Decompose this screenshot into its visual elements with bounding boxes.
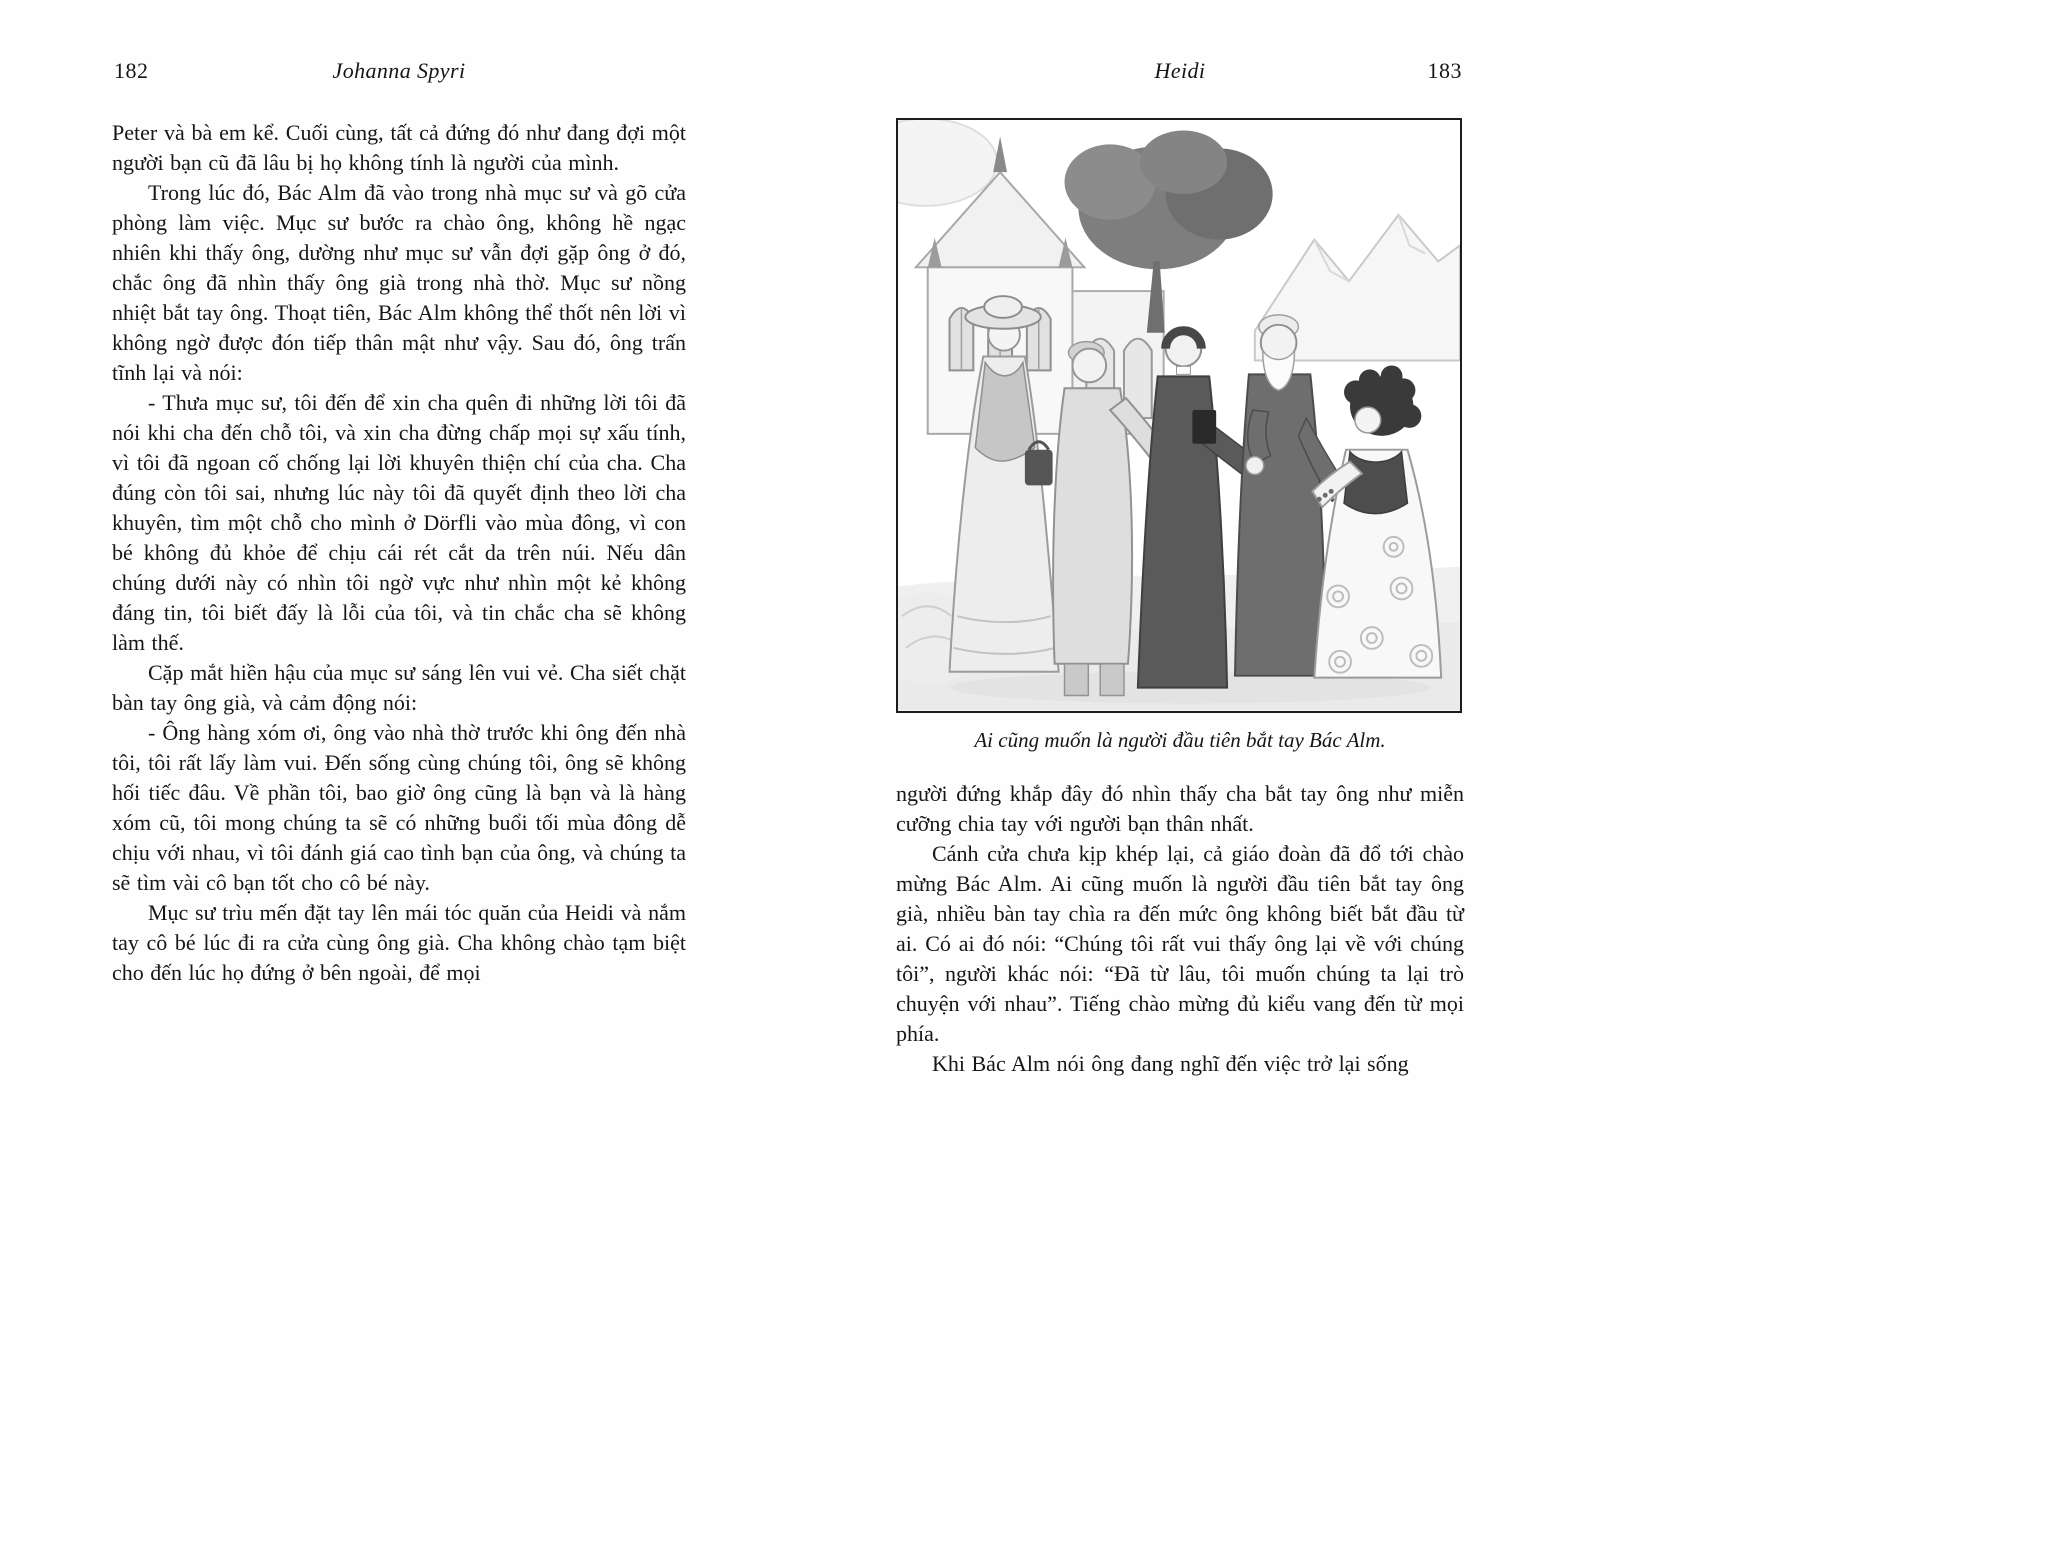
illustration-drawing bbox=[898, 120, 1460, 711]
left-page-body bbox=[112, 118, 686, 988]
paragraph: - Thưa mục sư, tôi đến để xin cha quên đi những lời tôi đã nói khi cha đến chỗ tôi, và xin cha đừng chấp mọi sự xấu tính, vì tôi đã ngoan cố chống lại lời khuyên thiện chí của cha. Cha đúng còn tôi sai, nhưng lúc này tôi đã quyết định theo lời cha khuyên, tìm một chỗ cho mình ở Dörfli vào mùa đông, vì con bé không đủ khỏe để chịu cái rét cắt da trên núi. Nếu dân chúng dưới này có nhìn tôi ngờ vực như nhìn một kẻ không đáng tin, tôi biết đấy là lỗi của tôi, và tin chắc cha sẽ không làm thế. bbox=[112, 390, 686, 655]
running-header-author: Johanna Spyri bbox=[332, 58, 466, 83]
running-header-title: Heidi bbox=[1154, 58, 1206, 83]
illustration bbox=[896, 118, 1462, 713]
page-right bbox=[896, 58, 1464, 1079]
paragraph: người đứng khắp đây đó nhìn thấy cha bắt tay ông như miễn cưỡng chia tay với người bạn thân nhất. bbox=[896, 781, 1464, 836]
paragraph: Cặp mắt hiền hậu của mục sư sáng lên vui vẻ. Cha siết chặt bàn tay ông già, và cảm động nói: bbox=[112, 660, 686, 715]
paragraph: Peter và bà em kể. Cuối cùng, tất cả đứng đó như đang đợi một người bạn cũ đã lâu bị họ không tính là người của mình. bbox=[112, 120, 686, 175]
page-number-right: 183 bbox=[1427, 58, 1462, 83]
paragraph: Mục sư trìu mến đặt tay lên mái tóc quăn của Heidi và nắm tay cô bé lúc đi ra cửa cùng ông già. Cha không chào tạm biệt cho đến lúc họ đứng ở bên ngoài, để mọi bbox=[112, 900, 686, 985]
page-left bbox=[112, 58, 686, 988]
paragraph: Khi Bác Alm nói ông đang nghĩ đến việc trở lại sống bbox=[932, 1051, 1409, 1076]
paragraph: - Ông hàng xóm ơi, ông vào nhà thờ trước khi ông đến nhà tôi, tôi rất lấy làm vui. Đến sống cùng chúng tôi, ông sẽ không hối tiếc đâu. Về phần tôi, bao giờ ông cũng là bạn và là hàng xóm cũ, tôi mong chúng ta sẽ có những buổi tối mùa đông dễ chịu với nhau, vì tôi đánh giá cao tình bạn của ông, và chúng ta sẽ tìm vài cô bạn tốt cho cô bé này. bbox=[112, 720, 686, 895]
illustration-caption: Ai cũng muốn là người đầu tiên bắt tay Bác Alm. bbox=[974, 728, 1386, 752]
paragraph: Trong lúc đó, Bác Alm đã vào trong nhà mục sư và gõ cửa phòng làm việc. Mục sư bước ra chào ông, không hề ngạc nhiên khi thấy ông, dường như mục sư vẫn đợi gặp ông ở đó, chắc ông đã nhìn thấy ông già trong nhà thờ. Mục sư nồng nhiệt bắt tay ông. Thoạt tiên, Bác Alm không thể thốt nên lời vì không ngờ được đón tiếp thân mật như vậy. Sau đó, ông trấn tĩnh lại và nói: bbox=[112, 180, 686, 385]
right-page-body bbox=[896, 779, 1464, 1079]
page-header-right bbox=[896, 58, 1464, 86]
page-header-left bbox=[112, 58, 686, 86]
paragraph: Cánh cửa chưa kịp khép lại, cả giáo đoàn đã đổ tới chào mừng Bác Alm. Ai cũng muốn là người đầu tiên bắt tay ông già, nhiều bàn tay chìa ra đến mức ông không biết bắt đầu từ ai. Có ai đó nói: “Chúng tôi rất vui thấy ông lại về với chúng tôi”, người khác nói: “Đã từ lâu, tôi muốn chúng ta lại trò chuyện với nhau”. Tiếng chào mừng đủ kiểu vang đến từ mọi phía. bbox=[896, 841, 1464, 1046]
page-number-left: 182 bbox=[114, 58, 149, 83]
